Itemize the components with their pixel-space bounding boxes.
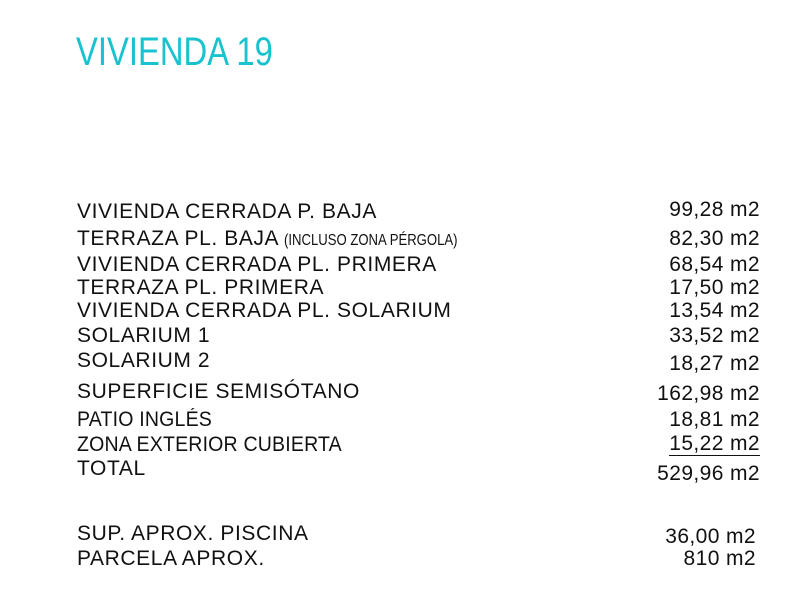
area-row	[0, 200, 800, 226]
area-label: SOLARIUM 1	[77, 324, 211, 347]
area-row	[0, 408, 800, 434]
area-row	[0, 349, 800, 375]
area-label: TERRAZA PL. PRIMERA	[77, 276, 325, 299]
total-value: 529,96 m2	[657, 462, 760, 485]
area-label: ZONA EXTERIOR CUBIERTA	[77, 433, 342, 456]
extra-label: SUP. APROX. PISCINA	[77, 522, 309, 545]
area-value: 162,98 m2	[657, 382, 760, 405]
area-label-text: TERRAZA PL. BAJA	[77, 227, 278, 250]
area-row	[0, 380, 800, 406]
area-value: 82,30 m2	[669, 227, 760, 250]
extra-value: 810 m2	[683, 547, 756, 570]
extra-row	[0, 547, 800, 573]
area-value: 17,50 m2	[669, 276, 760, 299]
page-title: VIVIENDA 19	[76, 30, 273, 74]
total-label: TOTAL	[77, 457, 146, 480]
extra-row	[0, 522, 800, 548]
area-value: 18,81 m2	[669, 408, 760, 431]
area-row	[0, 433, 800, 459]
area-row	[0, 227, 800, 253]
area-label: PATIO INGLÉS	[77, 408, 212, 431]
area-label: VIVIENDA CERRADA P. BAJA	[77, 200, 377, 223]
area-label	[77, 227, 496, 251]
area-value: 99,28 m2	[669, 198, 760, 221]
area-label: SUPERFICIE SEMISÓTANO	[77, 380, 360, 403]
extra-label: PARCELA APROX.	[77, 547, 265, 570]
area-value: 13,54 m2	[669, 299, 760, 322]
area-row	[0, 299, 800, 325]
extra-value: 36,00 m2	[665, 525, 756, 548]
area-label-note: (INCLUSO ZONA PÉRGOLA)	[284, 232, 458, 249]
area-label: VIVIENDA CERRADA PL. SOLARIUM	[77, 299, 452, 322]
area-label: VIVIENDA CERRADA PL. PRIMERA	[77, 253, 437, 276]
area-value: 68,54 m2	[669, 253, 760, 276]
total-row	[0, 457, 800, 483]
area-label: SOLARIUM 2	[77, 349, 211, 372]
area-row	[0, 324, 800, 350]
area-value: 33,52 m2	[669, 324, 760, 347]
area-value: 15,22 m2	[669, 432, 760, 455]
area-value: 18,27 m2	[669, 352, 760, 375]
